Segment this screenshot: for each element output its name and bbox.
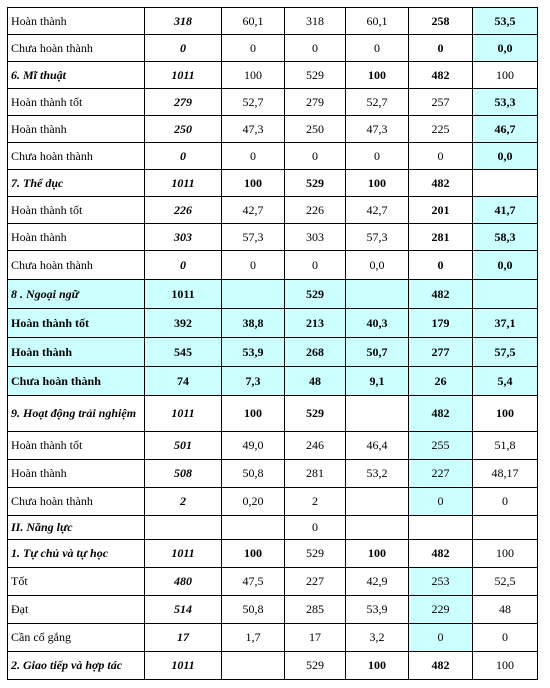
row-label-cell: 9. Hoạt động trải nghiệm — [8, 396, 145, 432]
table-row — [8, 280, 538, 309]
value-cell: 229 — [409, 596, 473, 624]
value-cell: 318 — [145, 8, 222, 35]
value-cell — [409, 516, 473, 540]
value-cell: 47,3 — [222, 116, 285, 143]
value-cell: 529 — [285, 62, 346, 89]
value-cell: 5,4 — [473, 367, 538, 396]
table-row — [8, 309, 538, 338]
table-row — [8, 89, 538, 116]
value-cell: 268 — [285, 338, 346, 367]
row-label-cell: Chưa hoàn thành — [8, 143, 145, 170]
row-label-cell: Hoàn thành tốt — [8, 89, 145, 116]
row-label-cell: 7. Thể dục — [8, 170, 145, 197]
value-cell: 17 — [285, 624, 346, 652]
value-cell — [346, 516, 409, 540]
value-cell: 53,5 — [473, 8, 538, 35]
value-cell: 100 — [473, 540, 538, 568]
value-cell: 529 — [285, 652, 346, 680]
value-cell: 100 — [222, 170, 285, 197]
table-row — [8, 460, 538, 488]
value-cell: 57,3 — [346, 224, 409, 251]
value-cell: 0 — [145, 251, 222, 280]
value-cell: 318 — [285, 8, 346, 35]
value-cell: 508 — [145, 460, 222, 488]
value-cell: 53,2 — [346, 460, 409, 488]
value-cell: 51,8 — [473, 432, 538, 460]
value-cell: 52,7 — [222, 89, 285, 116]
value-cell — [473, 516, 538, 540]
value-cell: 52,5 — [473, 568, 538, 596]
value-cell: 100 — [222, 62, 285, 89]
row-label-cell: 6. Mĩ thuật — [8, 62, 145, 89]
value-cell: 258 — [409, 8, 473, 35]
value-cell: 250 — [145, 116, 222, 143]
value-cell: 0 — [285, 251, 346, 280]
value-cell: 0 — [222, 143, 285, 170]
table-row — [8, 488, 538, 516]
value-cell: 179 — [409, 309, 473, 338]
value-cell: 303 — [145, 224, 222, 251]
table-row — [8, 338, 538, 367]
row-label-cell: Đạt — [8, 596, 145, 624]
value-cell: 482 — [409, 170, 473, 197]
value-cell: 255 — [409, 432, 473, 460]
value-cell: 285 — [285, 596, 346, 624]
value-cell: 279 — [145, 89, 222, 116]
value-cell: 48 — [473, 596, 538, 624]
value-cell: 303 — [285, 224, 346, 251]
value-cell: 545 — [145, 338, 222, 367]
value-cell: 281 — [285, 460, 346, 488]
table-row — [8, 652, 538, 680]
value-cell: 0 — [409, 35, 473, 62]
value-cell: 100 — [222, 540, 285, 568]
value-cell: 26 — [409, 367, 473, 396]
value-cell: 0,0 — [346, 251, 409, 280]
value-cell: 482 — [409, 396, 473, 432]
value-cell: 37,1 — [473, 309, 538, 338]
value-cell: 52,7 — [346, 89, 409, 116]
results-table — [7, 7, 538, 680]
table-row — [8, 35, 538, 62]
value-cell: 201 — [409, 197, 473, 224]
value-cell: 0 — [346, 143, 409, 170]
value-cell: 48 — [285, 367, 346, 396]
row-label-cell: Hoàn thành tốt — [8, 432, 145, 460]
value-cell: 0 — [409, 251, 473, 280]
value-cell: 100 — [473, 62, 538, 89]
value-cell: 100 — [346, 652, 409, 680]
value-cell: 1011 — [145, 170, 222, 197]
row-label-cell: Chưa hoàn thành — [8, 367, 145, 396]
value-cell: 2 — [285, 488, 346, 516]
value-cell: 0 — [473, 488, 538, 516]
row-label-cell: Hoàn thành — [8, 460, 145, 488]
table-row — [8, 432, 538, 460]
value-cell: 46,4 — [346, 432, 409, 460]
value-cell: 1011 — [145, 280, 222, 309]
value-cell: 213 — [285, 309, 346, 338]
value-cell: 277 — [409, 338, 473, 367]
value-cell: 47,5 — [222, 568, 285, 596]
value-cell: 0 — [409, 488, 473, 516]
value-cell: 100 — [222, 396, 285, 432]
value-cell: 0 — [222, 251, 285, 280]
value-cell: 0,0 — [473, 251, 538, 280]
value-cell: 480 — [145, 568, 222, 596]
value-cell: 482 — [409, 280, 473, 309]
value-cell: 2 — [145, 488, 222, 516]
table-row — [8, 143, 538, 170]
value-cell: 250 — [285, 116, 346, 143]
value-cell: 53,9 — [222, 338, 285, 367]
value-cell: 246 — [285, 432, 346, 460]
value-cell: 60,1 — [346, 8, 409, 35]
value-cell: 41,7 — [473, 197, 538, 224]
value-cell: 47,3 — [346, 116, 409, 143]
row-label-cell: Hoàn thành — [8, 8, 145, 35]
value-cell: 0 — [409, 624, 473, 652]
value-cell: 0 — [285, 35, 346, 62]
value-cell: 100 — [346, 62, 409, 89]
table-row — [8, 251, 538, 280]
table-row — [8, 568, 538, 596]
value-cell: 46,7 — [473, 116, 538, 143]
value-cell: 50,8 — [222, 596, 285, 624]
value-cell: 226 — [285, 197, 346, 224]
value-cell: 53,9 — [346, 596, 409, 624]
value-cell: 0 — [409, 143, 473, 170]
value-cell: 0 — [346, 35, 409, 62]
value-cell: 392 — [145, 309, 222, 338]
value-cell: 529 — [285, 540, 346, 568]
value-cell: 514 — [145, 596, 222, 624]
value-cell: 226 — [145, 197, 222, 224]
value-cell: 100 — [346, 540, 409, 568]
value-cell: 281 — [409, 224, 473, 251]
table-row — [8, 540, 538, 568]
row-label-cell: Chưa hoàn thành — [8, 488, 145, 516]
value-cell — [346, 280, 409, 309]
table-row — [8, 516, 538, 540]
value-cell: 501 — [145, 432, 222, 460]
table-row — [8, 62, 538, 89]
value-cell: 100 — [473, 396, 538, 432]
value-cell: 53,3 — [473, 89, 538, 116]
row-label-cell: 1. Tự chủ và tự học — [8, 540, 145, 568]
value-cell: 42,9 — [346, 568, 409, 596]
value-cell: 0 — [285, 143, 346, 170]
row-label-cell: Chưa hoàn thành — [8, 251, 145, 280]
value-cell: 1011 — [145, 540, 222, 568]
value-cell: 529 — [285, 396, 346, 432]
value-cell — [145, 516, 222, 540]
value-cell: 0 — [222, 35, 285, 62]
row-label-cell: 2. Giao tiếp và hợp tác — [8, 652, 145, 680]
value-cell: 0 — [145, 143, 222, 170]
row-label-cell: Hoàn thành — [8, 224, 145, 251]
value-cell — [222, 652, 285, 680]
row-label-cell: Tốt — [8, 568, 145, 596]
results-table-body — [8, 8, 538, 680]
row-label-cell: Chưa hoàn thành — [8, 35, 145, 62]
value-cell: 100 — [473, 652, 538, 680]
value-cell: 42,7 — [346, 197, 409, 224]
table-row — [8, 197, 538, 224]
table-row — [8, 396, 538, 432]
value-cell: 482 — [409, 62, 473, 89]
row-label-cell: Hoàn thành — [8, 338, 145, 367]
table-row — [8, 224, 538, 251]
value-cell: 40,3 — [346, 309, 409, 338]
value-cell: 7,3 — [222, 367, 285, 396]
value-cell: 482 — [409, 652, 473, 680]
value-cell: 50,7 — [346, 338, 409, 367]
table-row — [8, 116, 538, 143]
value-cell: 482 — [409, 540, 473, 568]
row-label-cell: 8 . Ngoại ngữ — [8, 280, 145, 309]
row-label-cell: Hoàn thành tốt — [8, 197, 145, 224]
value-cell: 17 — [145, 624, 222, 652]
value-cell: 57,3 — [222, 224, 285, 251]
table-row — [8, 624, 538, 652]
value-cell: 60,1 — [222, 8, 285, 35]
value-cell: 0,20 — [222, 488, 285, 516]
value-cell — [346, 396, 409, 432]
value-cell: 227 — [285, 568, 346, 596]
value-cell: 38,8 — [222, 309, 285, 338]
value-cell: 257 — [409, 89, 473, 116]
value-cell: 3,2 — [346, 624, 409, 652]
value-cell: 1011 — [145, 396, 222, 432]
value-cell: 0 — [285, 516, 346, 540]
row-label-cell: Hoàn thành — [8, 116, 145, 143]
row-label-cell: Hoàn thành tốt — [8, 309, 145, 338]
value-cell: 225 — [409, 116, 473, 143]
value-cell: 1,7 — [222, 624, 285, 652]
row-label-cell: II. Năng lực — [8, 516, 145, 540]
value-cell: 74 — [145, 367, 222, 396]
value-cell: 529 — [285, 280, 346, 309]
value-cell: 227 — [409, 460, 473, 488]
value-cell: 0 — [473, 624, 538, 652]
table-row — [8, 170, 538, 197]
value-cell: 0,0 — [473, 35, 538, 62]
value-cell: 57,5 — [473, 338, 538, 367]
value-cell: 9,1 — [346, 367, 409, 396]
value-cell: 1011 — [145, 62, 222, 89]
table-row — [8, 367, 538, 396]
value-cell: 1011 — [145, 652, 222, 680]
value-cell: 58,3 — [473, 224, 538, 251]
row-label-cell: Cần cố gắng — [8, 624, 145, 652]
value-cell — [222, 280, 285, 309]
value-cell: 100 — [346, 170, 409, 197]
table-row — [8, 596, 538, 624]
value-cell: 48,17 — [473, 460, 538, 488]
value-cell: 50,8 — [222, 460, 285, 488]
value-cell: 529 — [285, 170, 346, 197]
value-cell: 42,7 — [222, 197, 285, 224]
value-cell — [222, 516, 285, 540]
value-cell: 253 — [409, 568, 473, 596]
value-cell: 0,0 — [473, 143, 538, 170]
value-cell: 49,0 — [222, 432, 285, 460]
value-cell — [473, 280, 538, 309]
table-row — [8, 8, 538, 35]
value-cell: 0 — [145, 35, 222, 62]
value-cell — [346, 488, 409, 516]
value-cell: 279 — [285, 89, 346, 116]
value-cell — [473, 170, 538, 197]
